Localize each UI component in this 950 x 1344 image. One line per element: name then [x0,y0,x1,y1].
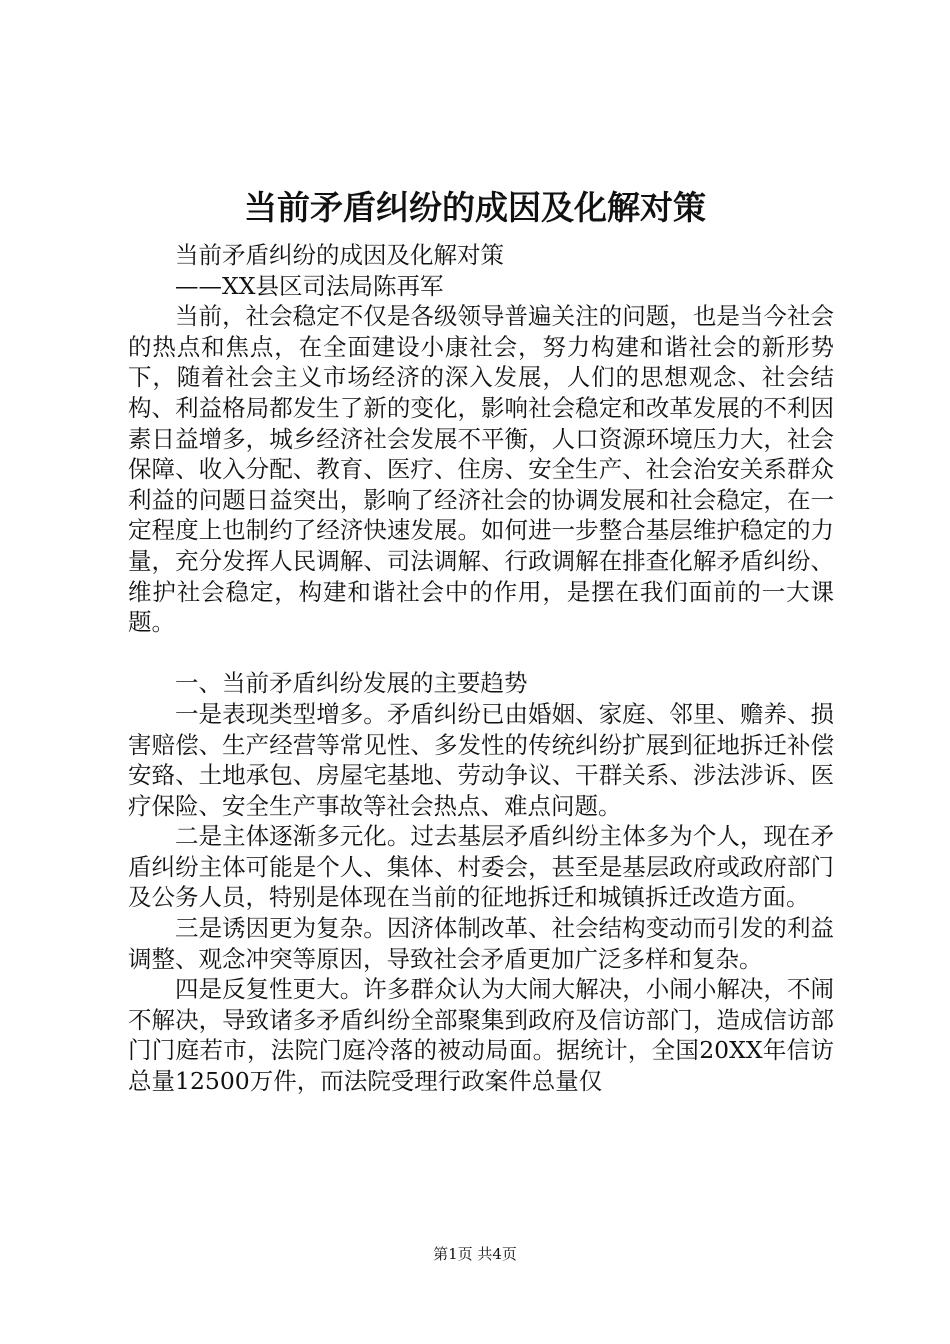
paragraph-trend-2: 二是主体逐渐多元化。过去基层矛盾纠纷主体多为个人，现在矛盾纠纷主体可能是个人、集体、村委会，甚至是基层政府或政府部门及公务人员，特别是体现在当前的征地拆迁和城镇拆迁改造方面。 [128,822,834,912]
document-body [128,240,834,1097]
author-line: ——XX县区司法局陈再军 [175,271,444,300]
paragraph-spacer [128,638,834,669]
paragraph-intro: 当前，社会稳定不仅是各级领导普遍关注的问题，也是当今社会的热点和焦点，在全面建设小康社会，努力构建和谐社会的新形势下，随着社会主义市场经济的深入发展，人们的思想观念、社会结构、利益格局都发生了新的变化，影响社会稳定和改革发展的不利因素日益增多，城乡经济社会发展不平衡，人口资源环境压力大，社会保障、收入分配、教育、医疗、住房、安全生产、社会治安关系群众利益的问题日益突出，影响了经济社会的协调发展和社会稳定，在一定程度上也制约了经济快速发展。如何进一步整合基层维护稳定的力量，充分发挥人民调解、司法调解、行政调解在排查化解矛盾纠纷、维护社会稳定，构建和谐社会中的作用，是摆在我们面前的一大课题。 [128,302,834,637]
page-footer: 第1页 共4页 [433,1245,517,1263]
paragraph-trend-4: 四是反复性更大。许多群众认为大闹大解决，小闹小解决，不闹不解决，导致诸多矛盾纠纷全部聚集到政府及信访部门，造成信访部门门庭若市，法院门庭冷落的被动局面。据统计，全国20XX年信访总量12500万件，而法院受理行政案件总量仅 [128,975,834,1096]
document-title: 当前矛盾纠纷的成因及化解对策 [244,188,706,227]
section-heading: 一、当前矛盾纠纷发展的主要趋势 [175,669,528,698]
paragraph-trend-1: 一是表现类型增多。矛盾纠纷已由婚姻、家庭、邻里、赡养、损害赔偿、生产经营等常见性、多发性的传统纠纷扩展到征地拆迁补偿安臵、土地承包、房屋宅基地、劳动争议、干群关系、涉法涉诉、医疗保险、安全生产事故等社会热点、难点问题。 [128,699,834,820]
paragraph-trend-3: 三是诱因更为复杂。因济体制改革、社会结构变动而引发的利益调整、观念冲突等原因，导致社会矛盾更加广泛多样和复杂。 [128,914,834,973]
subtitle: 当前矛盾纠纷的成因及化解对策 [175,241,504,269]
